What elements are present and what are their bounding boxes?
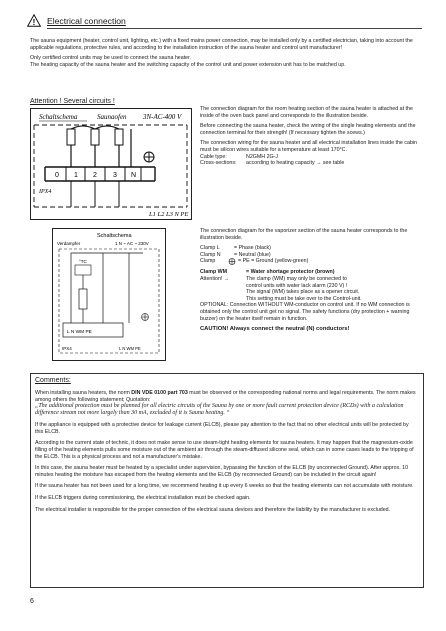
svg-text:L1 L2 L3 N PE: L1 L2 L3 N PE [149,211,189,218]
quote: „The additional protection must be planned for all electric circuits of the Sauna by one or more fault current protection device (RCDs) with a calculation difference stream not more largely than 30 mA, excluded of it is Sauna heating. “ [35,403,404,417]
wm-row: Clamp WM = Water shortage protector (brown) [200,269,335,276]
heater-wiring-drawing [31,109,191,219]
svg-text:Schaltschema: Schaltschema [97,233,132,239]
comments-body [35,390,417,513]
svg-text:Saunaofen: Saunaofen [97,113,127,121]
svg-text:1 N ~ AC ~ 230V: 1 N ~ AC ~ 230V [115,241,149,246]
caution-note: CAUTION! Always connect the neutral (N) conductors! [200,326,350,333]
cable-type-row: Cable type: N2GMH 2G-J [200,153,279,160]
clamp-row: Clamp L = Phase (black) [200,245,271,252]
intro-paragraph-1: The sauna equipment (heater, control unit, lighting, etc.) with a fixed mains power connection, may be installed only by a certified electrician, taking into account the applicable regulations, protective rules, and according to the installation instruction of the sauna heater and control unit manufacturer! [30,38,413,51]
heater-p1: The connection diagram for the room heating section of the sauna heater is attached at the inside of the oven back panel and corresponds to the illustration beside. [200,106,413,119]
page-number: 6 [30,598,34,605]
svg-text:!: ! [32,18,36,27]
svg-text:IPX4: IPX4 [62,346,72,351]
heater-connection-text [200,106,424,167]
svg-text:0: 0 [55,172,59,179]
ground-symbol-icon [228,258,236,265]
svg-text:L N WM PE: L N WM PE [119,346,141,351]
heater-p3: The connection wiring for the sauna heater and all electrical installation lines inside the cabin must be silicon wires suitable for a temperature at least 170°C. [200,140,418,153]
comments-title: Comments: [35,377,71,384]
comment-7: The electrical installer is responsible for the proper connection of the electrical sauna devices and therefore the liability by the manufacturer is excluded. [35,506,391,513]
clamp-list [200,245,424,265]
section-header [27,14,422,30]
svg-text:Schaltschema: Schaltschema [39,113,78,121]
svg-text:3N-AC-400 V: 3N-AC-400 V [143,113,182,121]
optional-note: OPTIONAL: Connection WITHOUT WM-conductor on control unit. If no WM connection is obtained only the control unit get no signal. The safety functions (dry protection + warning buzzer) on the heater itself remain in function. [200,302,410,322]
svg-text:1: 1 [74,172,78,179]
vaporizer-connection-text [200,228,424,333]
attention-heading: Attention ! Several circuits ! [30,98,115,105]
comment-1: When installing sauna heaters, the norm DIN VDE 0100 part 703 must be observed or the corresponding national norms and legal requirements. The norm makes among others the following statement; Quotation: [35,390,416,403]
svg-text:°TC: °TC [79,259,87,264]
comment-5: If the sauna heater has not been used for a long time, we recommend heating it up every 6 weeks so that the heating elements can not accumulate with moisture. [35,483,414,490]
comment-2: If the appliance is equipped with a protective device for leakage current (ELCB), please pay attention to the fact that no other electrical units will be protected by this ELCB. [35,422,409,435]
svg-text:IPX4: IPX4 [39,189,52,195]
clamp-row: Clamp = PE = Ground (yellow-green) [200,258,309,265]
svg-text:L N WM PE: L N WM PE [67,330,92,335]
vaporizer-wiring-diagram [52,228,166,361]
page-title: Electrical connection [47,16,126,26]
cross-section-row: Cross-sections: according to heating capacity → see table [200,160,345,167]
vaporizer-p1: The connection diagram for the vaporizer section of the sauna heater corresponds to the illustration beside. [200,228,408,241]
warning-triangle-icon [27,14,41,27]
heater-p2: Before connecting the sauna heater, check the wiring of the single heating elements and the connection terminal for their strength! (If necessary tighten the scews.) [200,123,416,136]
svg-text:Verdampfer: Verdampfer [57,241,81,246]
vaporizer-wiring-drawing [53,229,165,360]
intro-paragraph-2: Only certified control units may be used to connect the sauna heater. [30,55,192,62]
svg-text:2: 2 [93,172,97,179]
comment-6: If the ELCB triggers during commissioning, the electrical installation must be checked again. [35,494,251,501]
svg-text:N: N [131,172,137,179]
comment-3: According to the current state of technic, it does not make sense to use steam-tight heating elements for sauna heaters. It may happen that the magnesium-oxide filling of the heating elements pulls some moisture out of the ambient air through the steam-diffused silicone seal, which can in some cases leads to the tripping of the ELCB. This is a physical process and not a manufacturer's mistake. [35,440,414,460]
clamp-row: Clamp N = Neutral (blue) [200,251,271,258]
title-rule [47,28,422,29]
intro-paragraph-3: The heating capacity of the sauna heater and the switching capacity of the control unit and power extension unit has to be matched up. [30,61,346,68]
wm-attention-block: Attention! → The clamp (WM) may only be connected to control units with water lack alarm (230 V) ! The signal (WM) takes place as a opener circuit. This setting must be take over to the Control-unit. [200,275,362,302]
comment-4: In this case, the sauna heater must be heated by a specialist under supervision, bypassing the function of the ELCB (by unconnected Ground). After approx. 10 minutes heating the moisture has escaped from the heating elements and the ELCB (by reconnected Ground) can be included in the circuit again! [35,465,409,478]
intro-text [30,38,422,68]
heater-wiring-diagram [30,108,192,220]
svg-text:3: 3 [113,172,117,179]
